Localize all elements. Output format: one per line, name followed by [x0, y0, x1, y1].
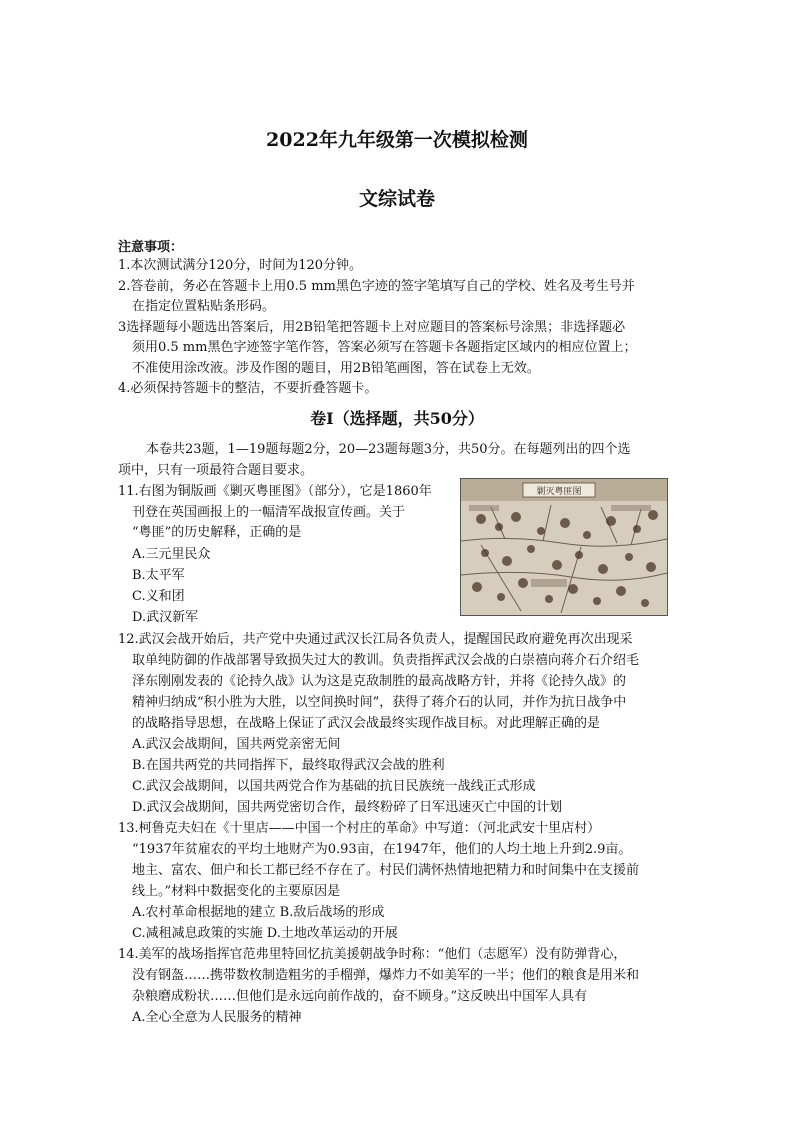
- notes-line: 在指定位置粘贴条形码。: [132, 299, 276, 314]
- question-13-stem: 13.柯鲁克夫妇在《十里店——中国一个村庄的革命》中写道：（河北武安十里店村）: [118, 821, 601, 836]
- question-12-option-a: A.武汉会战期间，国共两党亲密无间: [132, 737, 341, 752]
- question-12-stem: 12.武汉会战开始后，共产党中央通过武汉长江局各负责人，提醒国民政府避免再次出现采: [118, 632, 633, 647]
- section-intro: 项中，只有一项最符合题目要求。: [118, 463, 314, 478]
- question-11-option-d: D.武汉新军: [132, 610, 199, 625]
- notes-line: 须用0.5 mm黑色字迹签字笔作答，答案必须写在答题卡各题指定区域内的相应位置上；: [132, 340, 637, 355]
- question-13-option-cd: C.减租减息政策的实施 D.土地改革运动的开展: [132, 926, 398, 941]
- question-12-stem: 取单纯防御的作战部署导致损失过大的教训。负责指挥武汉会战的白崇禧向蒋介石介绍毛: [132, 653, 640, 668]
- question-12-option-d: D.武汉会战期间，国共两党密切合作，最终粉碎了日军迅速灭亡中国的计划: [132, 800, 563, 815]
- question-11-stem: 刊登在英国画报上的一幅清军战报宣传画。关于: [132, 505, 406, 520]
- question-13-stem: “1937年贫雇农的平均土地财产为0.93亩，在1947年，他们的人均土地上升到2.9亩。: [132, 842, 632, 857]
- page-title: 2022年九年级第一次模拟检测: [266, 129, 528, 151]
- question-14-stem: 14.美军的战场指挥官范弗里特回忆抗美援朝战争时称：“他们（志愿军）没有防弹背心，: [118, 947, 627, 962]
- question-12-option-b: B.在国共两党的共同指挥下，最终取得武汉会战的胜利: [132, 758, 445, 773]
- question-12-stem: 精神归纳成“积小胜为大胜，以空间换时间”，获得了蒋介石的认同，并作为抗日战争中: [132, 695, 627, 710]
- question-12-stem: 的战略指导思想，在战略上保证了武汉会战最终实现作战目标。对此理解正确的是: [132, 716, 601, 731]
- question-14-stem: 没有钢盔……携带数枚制造粗劣的手榴弹，爆炸力不如美军的一半；他们的粮食是用米和: [132, 968, 640, 983]
- question-13-option-ab: A.农村革命根据地的建立 B.敌后战场的形成: [132, 905, 385, 920]
- section-intro: 本卷共23题，1—19题每题2分，20—23题每题3分，共50分。在每题列出的四个选: [146, 442, 631, 457]
- notes-line: 不准使用涂改液。涉及作图的题目，用2B铅笔画图，答在试卷上无效。: [132, 361, 540, 376]
- question-11-stem: 11.右图为铜版画《剿灭粤匪图》（部分），它是1860年: [118, 484, 432, 499]
- notes-line: 2.答卷前，务必在答题卡上用0.5 mm黑色字迹的签字笔填写自己的学校、姓名及考生号并: [118, 279, 635, 294]
- question-11-option-b: B.太平军: [132, 568, 185, 583]
- page-subtitle: 文综试卷: [358, 188, 435, 210]
- notes-line: 4.必须保持答题卡的整洁，不要折叠答题卡。: [118, 381, 378, 396]
- engraving-illustration: [460, 478, 668, 616]
- question-14-stem: 杂粮磨成粉状……但他们是永远向前作战的，奋不顾身。”这反映出中国军人具有: [132, 989, 588, 1004]
- question-11-stem: “粤匪”的历史解释，正确的是: [132, 525, 302, 540]
- section-title: 卷Ⅰ（选择题，共50分）: [310, 409, 484, 428]
- notes-line: 1.本次测试满分120分，时间为120分钟。: [118, 258, 363, 273]
- question-11-option-c: C.义和团: [132, 589, 185, 604]
- question-13-stem: 线上。”材料中数据变化的主要原因是: [132, 884, 341, 899]
- engraving-caption: 剿灭粤匪图: [536, 487, 582, 497]
- question-11-option-a: A.三元里民众: [132, 547, 211, 562]
- question-13-stem: 地主、富农、佃户和长工都已经不存在了。村民们满怀热情地把精力和时间集中在支援前: [132, 863, 640, 878]
- notes-heading: 注意事项：: [118, 240, 184, 255]
- question-14-option-a: A.全心全意为人民服务的精神: [132, 1010, 302, 1025]
- question-12-stem: 泽东刚刚发表的《论持久战》认为这是克敌制胜的最高战略方针，并将《论持久战》的: [132, 674, 627, 689]
- notes-line: 3选择题每小题选出答案后，用2B铅笔把答题卡上对应题目的答案标号涂黑；非选择题必: [118, 320, 626, 335]
- question-12-option-c: C.武汉会战期间，以国共两党合作为基础的抗日民族统一战线正式形成: [132, 779, 536, 794]
